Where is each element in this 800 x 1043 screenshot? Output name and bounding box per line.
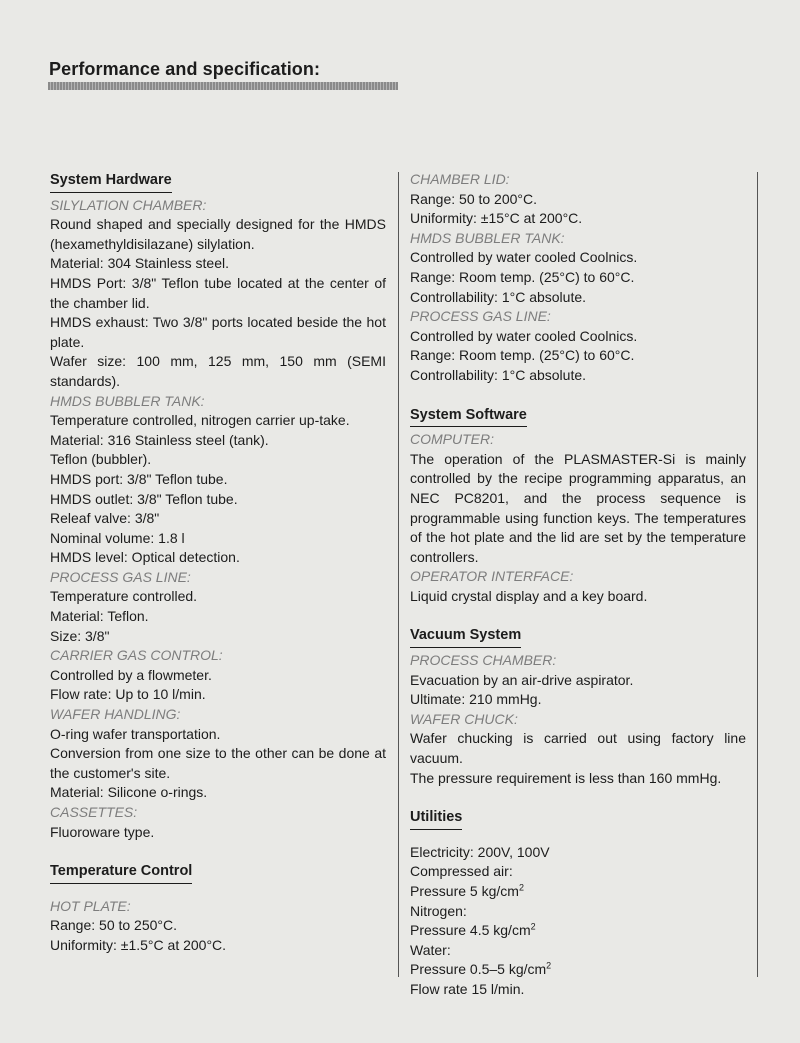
label-carrier-gas-control: CARRIER GAS CONTROL: xyxy=(50,647,223,664)
spec-line: Range: 50 to 250°C. xyxy=(50,917,178,934)
spec-line: Controlled by a flowmeter. xyxy=(50,666,212,683)
spec-line: Releaf valve: 3/8" xyxy=(50,510,160,527)
spacer xyxy=(410,386,746,405)
pressure-value: Pressure 4.5 kg/cm xyxy=(410,922,531,939)
label-process-gas-line: PROCESS GAS LINE: xyxy=(50,568,191,585)
spacer xyxy=(410,606,746,625)
label-process-gas-line: PROCESS GAS LINE: xyxy=(410,308,551,325)
label-hmds-bubbler-tank: HMDS BUBBLER TANK: xyxy=(50,392,205,409)
spec-line: Round shaped and specially designed for the HMDS (hexamethyldisilazane) silylation. xyxy=(50,216,386,252)
title-underline-bar xyxy=(48,82,398,90)
spec-line: Ultimate: 210 mmHg. xyxy=(410,691,542,708)
spec-line: Material: Teflon. xyxy=(50,608,149,625)
spec-line: Fluoroware type. xyxy=(50,823,155,840)
utility-compressed-air-pressure xyxy=(410,882,746,902)
label-wafer-chuck: WAFER CHUCK: xyxy=(410,710,518,727)
utility-flow-rate: Flow rate 15 l/min. xyxy=(410,980,525,997)
spec-line: Controllability: 1°C absolute. xyxy=(410,288,587,305)
page-title: Performance and specification: xyxy=(49,59,321,79)
spec-line: Conversion from one size to the other can be done at the customer's site. xyxy=(50,745,386,781)
spec-line: Controlled by water cooled Coolnics. xyxy=(410,249,638,266)
utility-compressed-air-label: Compressed air: xyxy=(410,863,513,880)
spec-line: Temperature controlled. xyxy=(50,588,198,605)
spec-line: Material: 316 Stainless steel (tank). xyxy=(50,431,269,448)
spacer xyxy=(410,833,746,843)
spec-line: Range: 50 to 200°C. xyxy=(410,190,538,207)
column-divider xyxy=(398,172,399,977)
label-computer: COMPUTER: xyxy=(410,431,494,448)
label-cassettes: CASSETTES: xyxy=(50,804,138,820)
section-heading-vacuum-system: Vacuum System xyxy=(410,626,521,648)
pressure-value: Pressure 0.5–5 kg/cm xyxy=(410,961,547,978)
superscript: 2 xyxy=(518,882,524,893)
utility-nitrogen-pressure xyxy=(410,921,746,941)
superscript: 2 xyxy=(530,921,536,932)
section-heading-utilities: Utilities xyxy=(410,808,462,830)
operator-interface-description: Liquid crystal display and a key board. xyxy=(410,587,648,604)
carrier-gas-specs xyxy=(50,666,386,705)
label-process-chamber: PROCESS CHAMBER: xyxy=(410,652,557,669)
silylation-chamber-specs xyxy=(50,215,386,391)
spacer xyxy=(50,887,386,897)
utility-nitrogen-label: Nitrogen: xyxy=(410,902,467,919)
utility-electricity: Electricity: 200V, 100V xyxy=(410,843,550,860)
label-chamber-lid: CHAMBER LID: xyxy=(410,171,510,187)
section-heading-temperature-control: Temperature Control xyxy=(50,862,192,884)
spacer xyxy=(50,842,386,861)
section-heading-system-software: System Software xyxy=(410,406,527,428)
spec-line: Wafer chucking is carried out using factory line vacuum. xyxy=(410,730,746,767)
label-hot-plate: HOT PLATE: xyxy=(50,897,131,914)
spec-line: Range: Room temp. (25°C) to 60°C. xyxy=(410,268,635,285)
right-column xyxy=(410,170,746,1000)
spec-line: Evacuation by an air-drive aspirator. xyxy=(410,671,634,688)
right-border-rule xyxy=(757,172,758,977)
label-silylation-chamber: SILYLATION CHAMBER: xyxy=(50,196,207,213)
pressure-value: Pressure 5 kg/cm xyxy=(410,883,519,899)
process-gas-line-specs xyxy=(50,587,386,646)
spec-line: Nominal volume: 1.8 l xyxy=(50,529,185,546)
section-heading-system-hardware: System Hardware xyxy=(50,171,172,193)
spec-line: HMDS Port: 3/8" Teflon tube located at the center of the chamber lid. xyxy=(50,274,386,311)
spec-line: Wafer size: 100 mm, 125 mm, 150 mm (SEMI standards). xyxy=(50,353,386,389)
superscript: 2 xyxy=(546,960,552,971)
spec-line: Flow rate: Up to 10 l/min. xyxy=(50,686,206,703)
spec-line: HMDS port: 3/8" Teflon tube. xyxy=(50,470,228,487)
label-hmds-bubbler-tank: HMDS BUBBLER TANK: xyxy=(410,229,565,246)
spec-line: Temperature controlled, nitrogen carrier up-take. xyxy=(50,412,350,429)
utility-water-label: Water: xyxy=(410,941,451,958)
spec-line: HMDS exhaust: Two 3/8" ports located beside the hot plate. xyxy=(50,314,386,350)
bubbler-tank-specs xyxy=(50,411,386,568)
spec-line: Controllability: 1°C absolute. xyxy=(410,366,587,383)
spec-line: Teflon (bubbler). xyxy=(50,451,152,468)
spec-line: Uniformity: ±15°C at 200°C. xyxy=(410,210,583,227)
spec-line: HMDS level: Optical detection. xyxy=(50,549,240,566)
spec-line: Uniformity: ±1.5°C at 200°C. xyxy=(50,936,227,953)
label-wafer-handling: WAFER HANDLING: xyxy=(50,706,181,723)
spacer xyxy=(410,788,746,807)
spec-line: O-ring wafer transportation. xyxy=(50,725,221,742)
computer-description: The operation of the PLASMASTER-Si is mainly controlled by the recipe programming apparatus, an NEC PC8201, and the process sequence is programmable using function keys. The temperatures of the hot plate and the lid are set by the temperature controllers. xyxy=(410,450,746,565)
spec-line: Material: Silicone o-rings. xyxy=(50,784,208,801)
spec-line: Size: 3/8" xyxy=(50,627,110,644)
spec-line: Material: 304 Stainless steel. xyxy=(50,255,229,272)
wafer-handling-specs xyxy=(50,725,386,803)
spec-line: Controlled by water cooled Coolnics. xyxy=(410,327,638,344)
spec-line: The pressure requirement is less than 160 mmHg. xyxy=(410,769,722,786)
left-column xyxy=(50,170,386,956)
utility-water-pressure xyxy=(410,960,746,980)
spec-line: HMDS outlet: 3/8" Teflon tube. xyxy=(50,490,238,507)
label-operator-interface: OPERATOR INTERFACE: xyxy=(410,568,574,585)
spec-line: Range: Room temp. (25°C) to 60°C. xyxy=(410,347,635,364)
